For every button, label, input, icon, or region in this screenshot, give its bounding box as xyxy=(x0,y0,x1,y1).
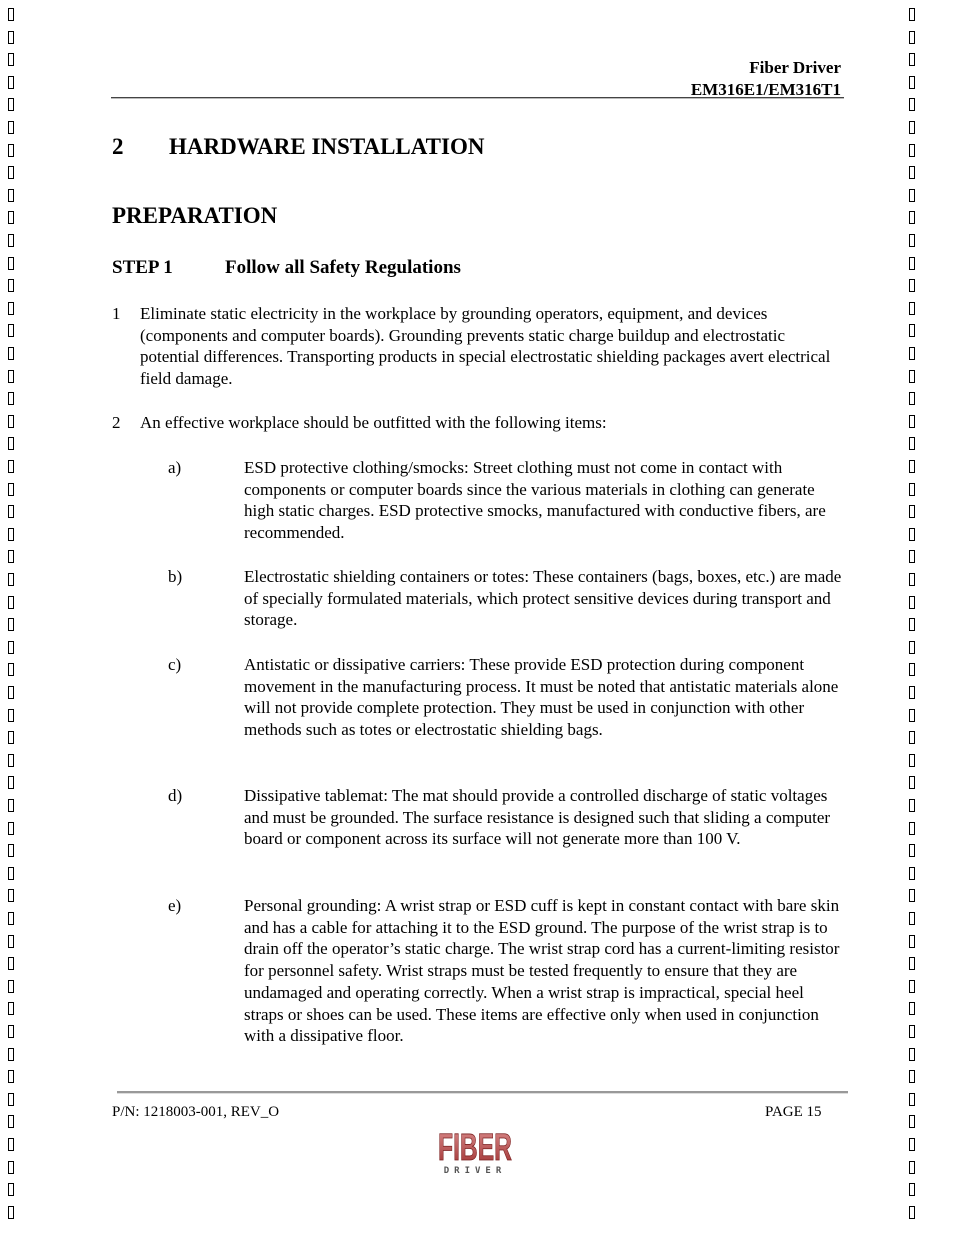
perforation-hole xyxy=(8,31,14,44)
point-number: 1 xyxy=(112,304,121,323)
perforation-hole xyxy=(909,483,915,496)
perforation-hole xyxy=(909,257,915,270)
perforation-hole xyxy=(8,279,14,292)
perforation-hole xyxy=(909,1025,915,1038)
perforation-hole xyxy=(909,76,915,89)
perforation-hole xyxy=(8,1138,14,1151)
perforation-hole xyxy=(8,799,14,812)
list-item xyxy=(112,412,842,434)
item-text: Antistatic or dissipative carriers: These provide ESD protection during component movement in the manufacturing process. It must be noted that antistatic materials alone will not provide complete protection. They must be used in conjunction with other methods such as totes or electrostatic shielding bags. xyxy=(244,655,839,740)
list-item xyxy=(168,566,843,631)
item-letter: b) xyxy=(168,567,183,586)
perforation-hole xyxy=(909,166,915,179)
header-product: Fiber Driver xyxy=(749,58,841,77)
perforation-hole xyxy=(8,935,14,948)
header-model: EM316E1/EM316T1 xyxy=(690,80,841,99)
fiber-driver-logo xyxy=(435,1120,515,1180)
perforation-hole xyxy=(909,370,915,383)
perforation-hole xyxy=(8,483,14,496)
perforation-hole xyxy=(8,76,14,89)
step-title: Follow all Safety Regulations xyxy=(225,257,461,278)
perforation-hole xyxy=(909,709,915,722)
perforation-hole xyxy=(909,1048,915,1061)
section-heading: PREPARATION xyxy=(112,203,278,228)
perforation-hole xyxy=(909,1070,915,1083)
perforation-hole xyxy=(909,279,915,292)
perforation-hole xyxy=(8,415,14,428)
list-item xyxy=(168,895,843,1047)
list-item xyxy=(168,785,843,850)
perforation-hole xyxy=(8,392,14,405)
perforation-hole xyxy=(909,1138,915,1151)
perforation-hole xyxy=(8,844,14,857)
perforation-hole xyxy=(909,189,915,202)
perforation-hole xyxy=(8,234,14,247)
perforation-hole xyxy=(909,415,915,428)
perforation-hole xyxy=(8,211,14,224)
perforation-hole xyxy=(909,957,915,970)
perforation-hole xyxy=(909,822,915,835)
perforation-hole xyxy=(8,98,14,111)
perforation-hole xyxy=(8,596,14,609)
perforation-hole xyxy=(909,1183,915,1196)
perforation-hole xyxy=(909,234,915,247)
perforation-hole xyxy=(909,144,915,157)
perforation-hole xyxy=(909,935,915,948)
item-letter: d) xyxy=(168,786,183,805)
perforation-hole xyxy=(909,844,915,857)
step-heading xyxy=(112,257,461,279)
perforation-hole xyxy=(8,957,14,970)
perforation-hole xyxy=(909,1161,915,1174)
perforation-hole xyxy=(909,731,915,744)
perforation-hole xyxy=(8,776,14,789)
perforation-hole xyxy=(8,1206,14,1219)
perforation-hole xyxy=(909,573,915,586)
perforation-hole xyxy=(909,776,915,789)
perforation-hole xyxy=(8,370,14,383)
item-text: Electrostatic shielding containers or totes: These containers (bags, boxes, etc.) are made of specially formulated materials, which protect sensitive devices during transport and storage. xyxy=(244,567,842,630)
step-label: STEP 1 xyxy=(112,257,173,278)
perforation-hole xyxy=(909,1002,915,1015)
perforation-hole xyxy=(8,641,14,654)
perforation-hole xyxy=(8,980,14,993)
list-item xyxy=(168,457,843,544)
perforation-hole xyxy=(909,347,915,360)
perforation-hole xyxy=(8,528,14,541)
perforation-hole xyxy=(8,754,14,767)
svg-text:FIBER: FIBER xyxy=(438,1127,512,1166)
perforation-hole xyxy=(8,1070,14,1083)
perforation-hole xyxy=(909,53,915,66)
perforation-hole xyxy=(8,867,14,880)
item-text: ESD protective clothing/smocks: Street clothing must not come in contact with components or computer boards since the various materials in clothing can generate high static charges. ESD protective smocks, manufactured with conductive fibers, are recommended. xyxy=(244,458,826,543)
perforation-hole xyxy=(8,437,14,450)
item-letter: e) xyxy=(168,896,182,915)
perforation-hole xyxy=(8,1115,14,1128)
perforation-hole xyxy=(8,347,14,360)
chapter-number: 2 xyxy=(112,134,124,159)
perforation-hole xyxy=(8,302,14,315)
perforation-hole xyxy=(8,460,14,473)
item-text: Personal grounding: A wrist strap or ESD cuff is kept in constant contact with bare skin and has a cable for attaching it to the ESD ground. The purpose of the wrist strap is to drain off the operator’s static charge. The wrist strap cord has a current-limiting resistor for personnel safety. Wrist straps must be tested frequently to ensure that they are undamaged and operating correctly. When a wrist strap is impractical, special heel straps or shoes can be used. These items are effective only when used in conjunction with a dissipative floor. xyxy=(244,896,840,1046)
perforation-hole xyxy=(8,1161,14,1174)
item-letter: c) xyxy=(168,655,182,674)
perforation-hole xyxy=(909,980,915,993)
perforation-hole xyxy=(909,98,915,111)
item-letter: a) xyxy=(168,458,182,477)
perforation-hole xyxy=(8,53,14,66)
perforation-hole xyxy=(8,663,14,676)
running-header xyxy=(691,57,841,101)
perforation-hole xyxy=(909,437,915,450)
perforation-hole xyxy=(8,505,14,518)
logo-wordmark xyxy=(435,1120,515,1166)
perforation-hole xyxy=(8,618,14,631)
perforation-hole xyxy=(8,166,14,179)
perforation-hole xyxy=(8,912,14,925)
perforation-hole xyxy=(8,1002,14,1015)
perforation-hole xyxy=(8,1025,14,1038)
perforation-hole xyxy=(909,211,915,224)
perforation-hole xyxy=(909,505,915,518)
right-margin-perforation xyxy=(906,0,920,1235)
chapter-title: HARDWARE INSTALLATION xyxy=(169,134,485,159)
perforation-hole xyxy=(8,144,14,157)
perforation-hole xyxy=(8,1093,14,1106)
perforation-hole xyxy=(8,324,14,337)
perforation-hole xyxy=(909,392,915,405)
perforation-hole xyxy=(909,1115,915,1128)
perforation-hole xyxy=(909,302,915,315)
list-item xyxy=(168,654,843,741)
perforation-hole xyxy=(909,799,915,812)
perforation-hole xyxy=(909,867,915,880)
perforation-hole xyxy=(909,460,915,473)
perforation-hole xyxy=(8,731,14,744)
point-number: 2 xyxy=(112,413,121,432)
perforation-hole xyxy=(8,822,14,835)
page-number: PAGE 15 xyxy=(765,1104,822,1120)
perforation-hole xyxy=(8,1048,14,1061)
perforation-hole xyxy=(8,550,14,563)
perforation-hole xyxy=(8,709,14,722)
perforation-hole xyxy=(909,618,915,631)
point-text: Eliminate static electricity in the workplace by grounding operators, equipment, and devices (components and computer boards). Grounding prevents static charge buildup and electrostatic potential differences. Transporting products in special electrostatic shielding packages avert electrical field damage. xyxy=(140,304,831,389)
perforation-hole xyxy=(909,596,915,609)
point-text: An effective workplace should be outfitted with the following items: xyxy=(140,413,607,432)
part-number: P/N: 1218003-001, REV_O xyxy=(112,1104,280,1120)
perforation-hole xyxy=(909,31,915,44)
perforation-hole xyxy=(909,1093,915,1106)
left-margin-perforation xyxy=(5,0,19,1235)
perforation-hole xyxy=(8,257,14,270)
perforation-hole xyxy=(909,550,915,563)
perforation-hole xyxy=(909,663,915,676)
perforation-hole xyxy=(909,1206,915,1219)
perforation-hole xyxy=(909,641,915,654)
footer-rule xyxy=(117,1091,848,1093)
perforation-hole xyxy=(909,8,915,21)
perforation-hole xyxy=(8,8,14,21)
perforation-hole xyxy=(909,121,915,134)
perforation-hole xyxy=(8,121,14,134)
perforation-hole xyxy=(909,754,915,767)
perforation-hole xyxy=(8,1183,14,1196)
perforation-hole xyxy=(8,686,14,699)
perforation-hole xyxy=(909,528,915,541)
perforation-hole xyxy=(8,573,14,586)
list-item xyxy=(112,303,842,390)
perforation-hole xyxy=(909,324,915,337)
perforation-hole xyxy=(909,686,915,699)
perforation-hole xyxy=(909,889,915,902)
perforation-hole xyxy=(909,912,915,925)
item-text: Dissipative tablemat: The mat should provide a controlled discharge of static voltages and must be grounded. The surface resistance is designed such that sliding a computer board or component across its surface will not generate more than 100 V. xyxy=(244,786,831,849)
chapter-heading xyxy=(112,134,484,160)
perforation-hole xyxy=(8,889,14,902)
logo-subtext: DRIVER xyxy=(443,1166,507,1176)
perforation-hole xyxy=(8,189,14,202)
header-rule xyxy=(111,97,844,98)
